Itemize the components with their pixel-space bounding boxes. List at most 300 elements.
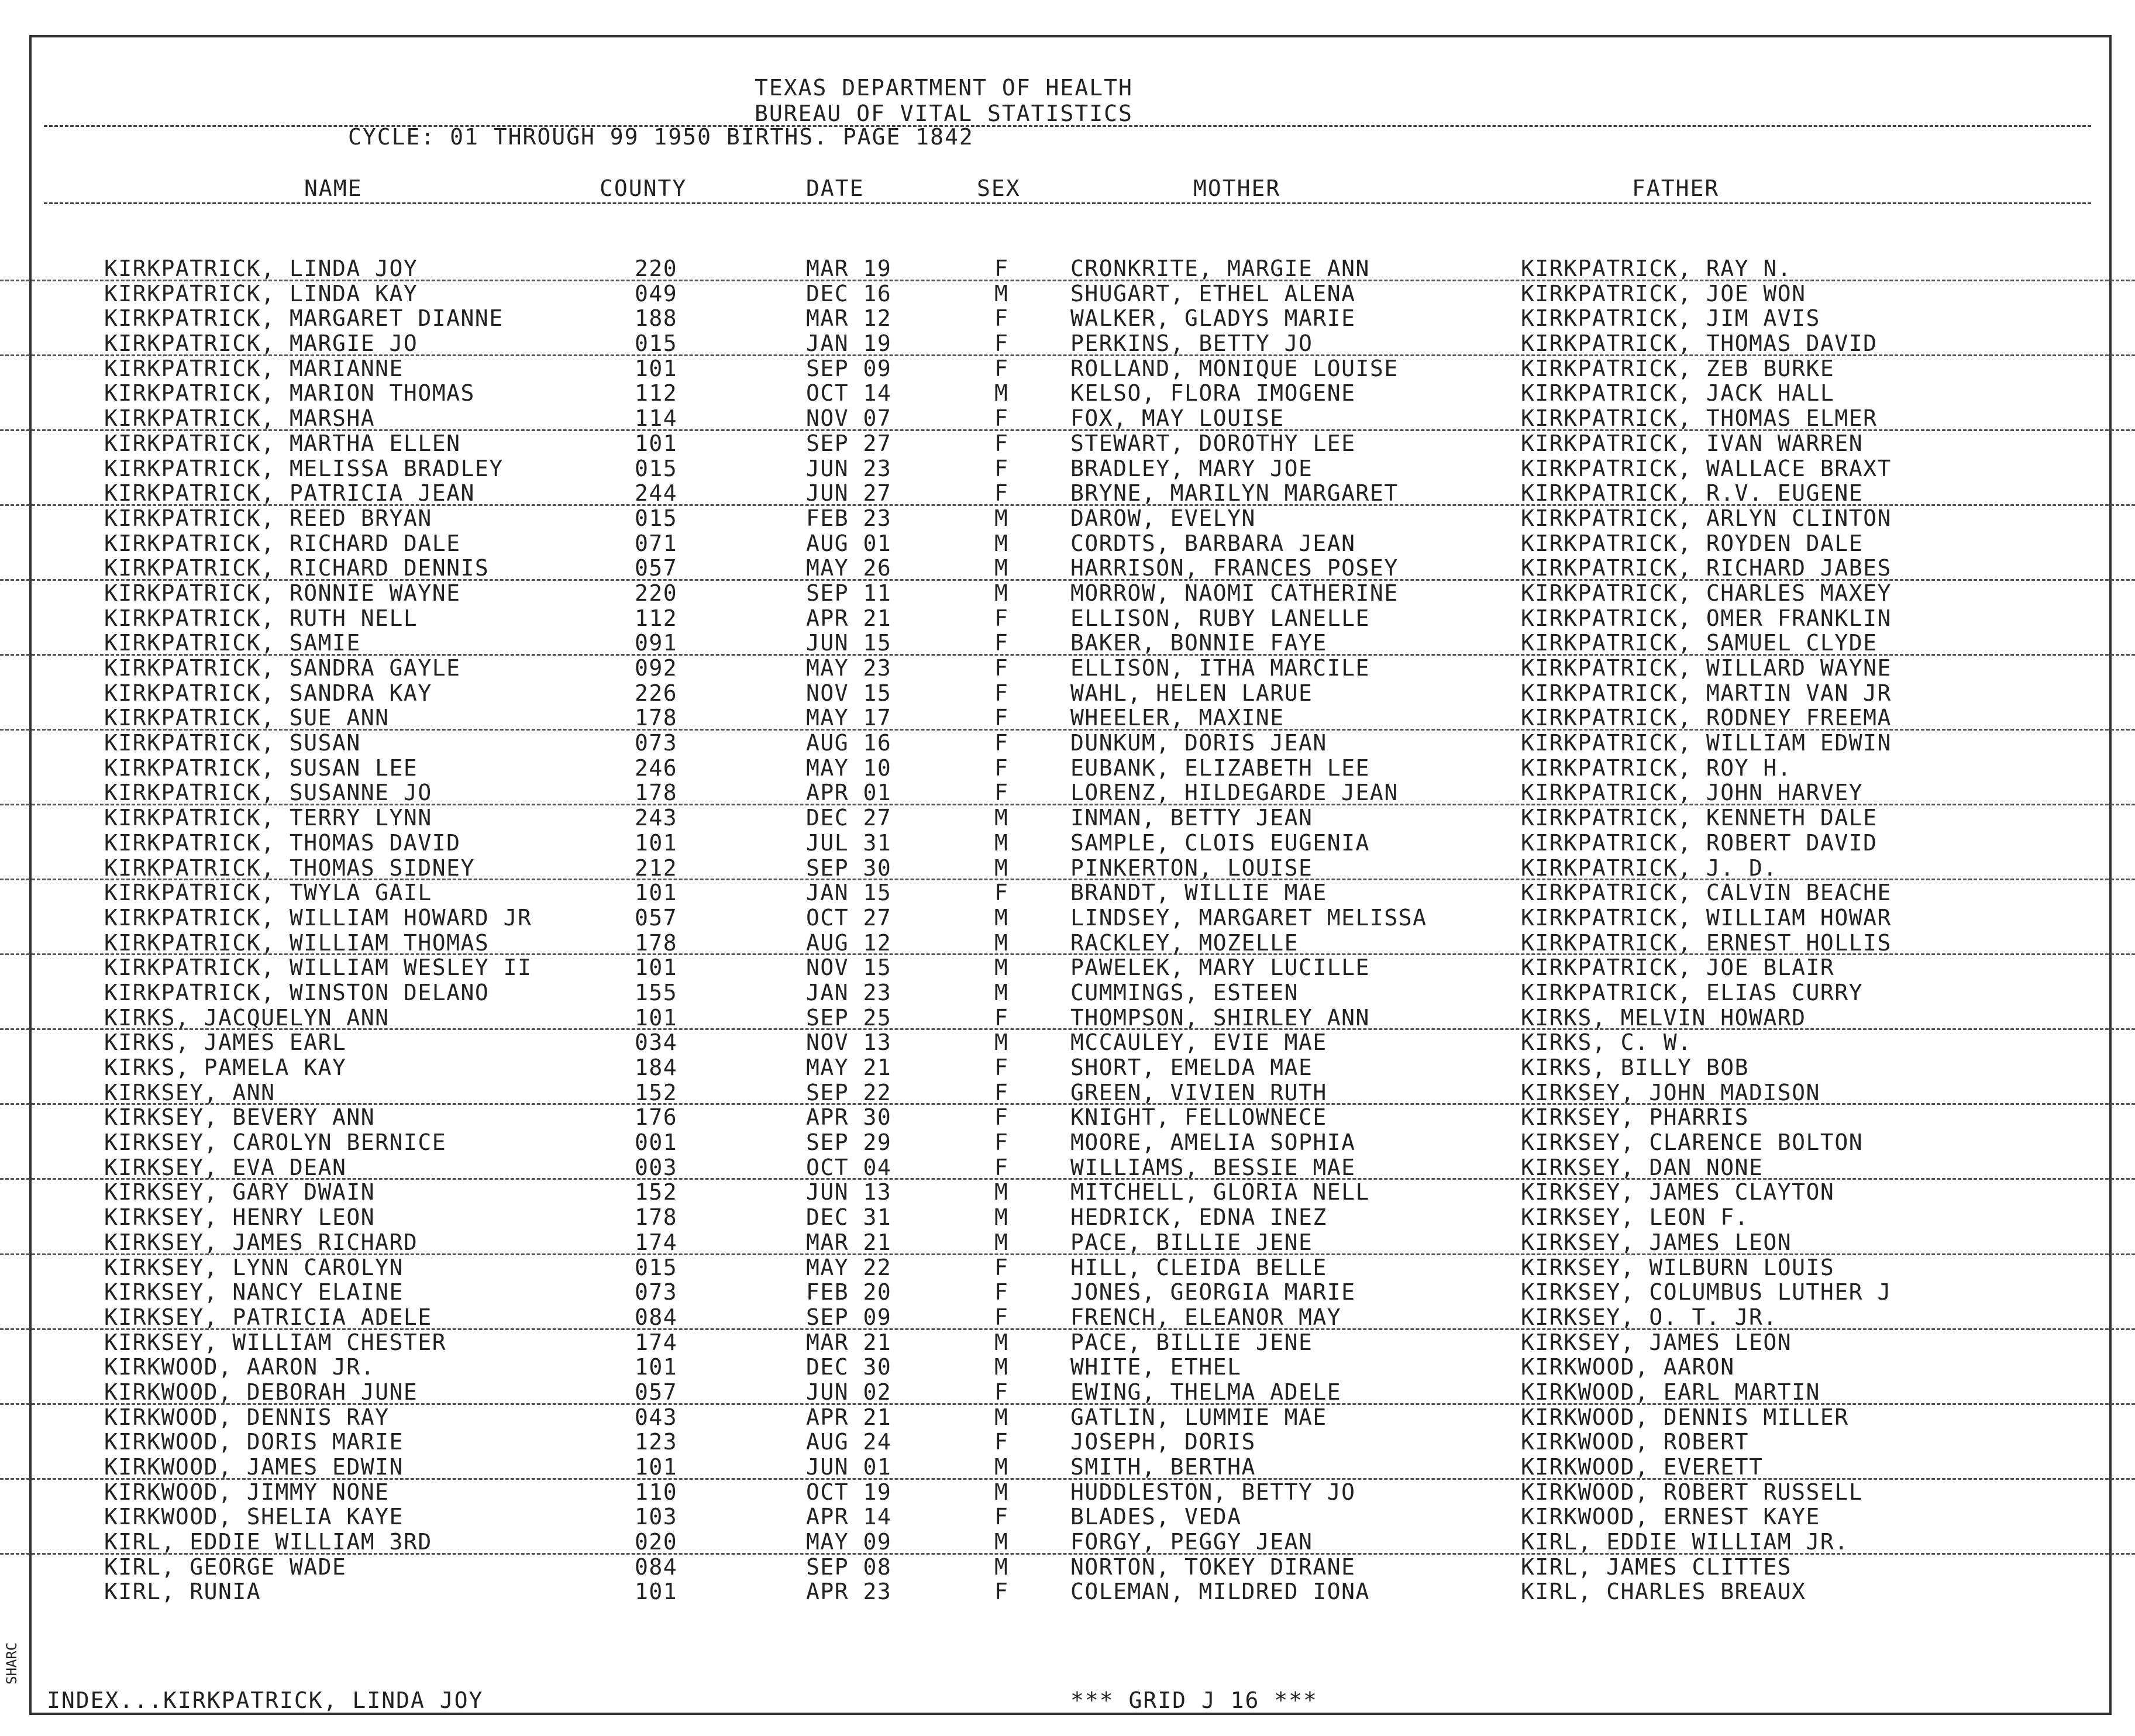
cell-sex: M xyxy=(994,580,1009,606)
table-row xyxy=(0,856,2135,881)
cell-father: KIRKSEY, O. T. JR. xyxy=(1521,1304,1778,1330)
cell-date: OCT 04 xyxy=(806,1154,892,1180)
cell-father: KIRKPATRICK, RAY N. xyxy=(1521,256,1792,281)
cell-county: 174 xyxy=(635,1329,678,1355)
cell-mother: PINKERTON, LOUISE xyxy=(1070,855,1313,881)
cell-date: APR 30 xyxy=(806,1104,892,1131)
cell-county: 084 xyxy=(635,1304,678,1330)
cell-sex: F xyxy=(994,430,1009,456)
cell-name: KIRKSEY, EVA DEAN xyxy=(104,1154,347,1180)
cell-name: KIRKSEY, PATRICIA ADELE xyxy=(104,1304,432,1330)
cell-father: KIRKPATRICK, JOE WON xyxy=(1521,280,1806,306)
cell-name: KIRKPATRICK, RUTH NELL xyxy=(104,605,418,631)
cell-date: OCT 14 xyxy=(806,380,892,407)
table-row xyxy=(0,1205,2135,1230)
cell-name: KIRKPATRICK, THOMAS SIDNEY xyxy=(104,855,475,881)
cell-name: KIRKSEY, GARY DWAIN xyxy=(104,1179,376,1205)
cell-county: 155 xyxy=(635,979,678,1005)
cell-name: KIRKSEY, BEVERY ANN xyxy=(104,1104,376,1131)
cell-sex: F xyxy=(994,1129,1009,1156)
cell-mother: THOMPSON, SHIRLEY ANN xyxy=(1070,1004,1370,1031)
cell-county: 015 xyxy=(635,1254,678,1280)
table-row xyxy=(0,1405,2135,1430)
cell-mother: INMAN, BETTY JEAN xyxy=(1070,805,1313,831)
cell-name: KIRKSEY, HENRY LEON xyxy=(104,1204,376,1231)
cell-sex: F xyxy=(994,1154,1009,1180)
cell-name: KIRKWOOD, AARON JR. xyxy=(104,1354,376,1380)
cell-sex: M xyxy=(994,929,1009,956)
table-row xyxy=(0,905,2135,931)
cell-county: 112 xyxy=(635,380,678,407)
cell-date: MAY 10 xyxy=(806,755,892,781)
cell-date: MAY 23 xyxy=(806,655,892,681)
cell-sex: F xyxy=(994,705,1009,731)
cell-date: JUL 31 xyxy=(806,829,892,856)
table-row xyxy=(0,531,2135,556)
cell-sex: F xyxy=(994,1079,1009,1105)
cell-father: KIRKSEY, PHARRIS xyxy=(1521,1104,1750,1131)
cell-name: KIRKSEY, JAMES RICHARD xyxy=(104,1229,418,1255)
cell-date: MAR 19 xyxy=(806,256,892,281)
table-row xyxy=(0,1080,2135,1105)
table-row xyxy=(0,306,2135,331)
cell-date: MAY 21 xyxy=(806,1055,892,1080)
cell-county: 176 xyxy=(635,1104,678,1131)
cell-name: KIRKPATRICK, WILLIAM WESLEY II xyxy=(104,955,532,981)
cell-mother: DAROW, EVELYN xyxy=(1070,505,1256,531)
cell-date: NOV 15 xyxy=(806,680,892,706)
cell-county: 073 xyxy=(635,730,678,756)
cell-father: KIRKPATRICK, KENNETH DALE xyxy=(1521,805,1878,831)
table-row xyxy=(0,1130,2135,1155)
cell-father: KIRKPATRICK, IVAN WARREN xyxy=(1521,430,1864,456)
cell-name: KIRKPATRICK, RONNIE WAYNE xyxy=(104,580,461,606)
cell-father: KIRKSEY, JOHN MADISON xyxy=(1521,1079,1820,1105)
cell-name: KIRKSEY, WILLIAM CHESTER xyxy=(104,1329,447,1355)
cell-sex: M xyxy=(994,855,1009,881)
cell-mother: HARRISON, FRANCES POSEY xyxy=(1070,555,1399,581)
cell-date: JUN 15 xyxy=(806,630,892,656)
cell-date: DEC 16 xyxy=(806,280,892,306)
cell-name: KIRKPATRICK, WILLIAM HOWARD JR xyxy=(104,904,532,931)
cell-name: KIRKS, JAMES EARL xyxy=(104,1029,347,1056)
cell-county: 123 xyxy=(635,1429,678,1455)
cell-father: KIRKSEY, WILBURN LOUIS xyxy=(1521,1254,1835,1280)
cell-mother: CUMMINGS, ESTEEN xyxy=(1070,979,1299,1005)
table-row xyxy=(0,1355,2135,1380)
cell-father: KIRKPATRICK, JACK HALL xyxy=(1521,380,1835,407)
cell-mother: STEWART, DOROTHY LEE xyxy=(1070,430,1356,456)
cell-mother: ELLISON, RUBY LANELLE xyxy=(1070,605,1370,631)
cell-sex: F xyxy=(994,480,1009,507)
cell-father: KIRKSEY, COLUMBUS LUTHER J xyxy=(1521,1279,1892,1306)
cell-date: NOV 15 xyxy=(806,955,892,981)
cell-name: KIRKWOOD, JIMMY NONE xyxy=(104,1479,390,1505)
cell-date: AUG 12 xyxy=(806,929,892,956)
cell-county: 184 xyxy=(635,1055,678,1080)
cell-date: FEB 23 xyxy=(806,505,892,531)
cell-father: KIRKPATRICK, CALVIN BEACHE xyxy=(1521,880,1892,906)
cell-sex: F xyxy=(994,680,1009,706)
cell-father: KIRKWOOD, EVERETT xyxy=(1521,1454,1764,1480)
cell-father: KIRKWOOD, EARL MARTIN xyxy=(1521,1379,1820,1405)
cycle-line: CYCLE: 01 THROUGH 99 1950 BIRTHS. PAGE 1842 xyxy=(348,124,974,150)
cell-father: KIRKPATRICK, ZEB BURKE xyxy=(1521,355,1835,381)
cell-date: MAY 26 xyxy=(806,555,892,581)
cell-father: KIRKPATRICK, R.V. EUGENE xyxy=(1521,480,1864,507)
cell-sex: F xyxy=(994,1379,1009,1405)
cell-date: MAY 22 xyxy=(806,1254,892,1280)
cell-father: KIRKPATRICK, JIM AVIS xyxy=(1521,305,1820,332)
cell-father: KIRKPATRICK, ROBERT DAVID xyxy=(1521,829,1878,856)
cell-mother: BRYNE, MARILYN MARGARET xyxy=(1070,480,1399,507)
cell-father: KIRKS, BILLY BOB xyxy=(1521,1055,1750,1080)
cell-date: MAR 12 xyxy=(806,305,892,332)
cell-mother: HILL, CLEIDA BELLE xyxy=(1070,1254,1327,1280)
cell-mother: NORTON, TOKEY DIRANE xyxy=(1070,1554,1356,1580)
cell-father: KIRKS, C. W. xyxy=(1521,1029,1692,1056)
cell-sex: F xyxy=(994,1429,1009,1455)
cell-county: 015 xyxy=(635,455,678,481)
table-row xyxy=(0,356,2135,381)
column-header-mother: MOTHER xyxy=(1193,175,1281,201)
cell-county: 112 xyxy=(635,605,678,631)
cell-date: SEP 25 xyxy=(806,1004,892,1031)
cell-county: 243 xyxy=(635,805,678,831)
cell-name: KIRL, RUNIA xyxy=(104,1579,261,1605)
cell-county: 015 xyxy=(635,330,678,357)
cell-county: 043 xyxy=(635,1404,678,1430)
cell-mother: MORROW, NAOMI CATHERINE xyxy=(1070,580,1399,606)
cell-name: KIRKSEY, CAROLYN BERNICE xyxy=(104,1129,447,1156)
column-header-date: DATE xyxy=(806,175,865,201)
cell-sex: M xyxy=(994,555,1009,581)
cell-mother: RACKLEY, MOZELLE xyxy=(1070,929,1299,956)
cell-mother: SMITH, BERTHA xyxy=(1070,1454,1256,1480)
cell-sex: F xyxy=(994,1304,1009,1330)
cell-sex: M xyxy=(994,979,1009,1005)
cell-sex: M xyxy=(994,1354,1009,1380)
cell-date: SEP 30 xyxy=(806,855,892,881)
table-row xyxy=(0,481,2135,506)
cell-mother: SHUGART, ETHEL ALENA xyxy=(1070,280,1356,306)
cell-county: 226 xyxy=(635,680,678,706)
cell-sex: M xyxy=(994,805,1009,831)
cell-mother: KELSO, FLORA IMOGENE xyxy=(1070,380,1356,407)
cell-mother: PACE, BILLIE JENE xyxy=(1070,1329,1313,1355)
cell-father: KIRKSEY, CLARENCE BOLTON xyxy=(1521,1129,1864,1156)
cell-mother: EUBANK, ELIZABETH LEE xyxy=(1070,755,1370,781)
cell-county: 034 xyxy=(635,1029,678,1056)
cell-mother: HEDRICK, EDNA INEZ xyxy=(1070,1204,1327,1231)
cell-mother: ROLLAND, MONIQUE LOUISE xyxy=(1070,355,1399,381)
cell-father: KIRKPATRICK, RICHARD JABES xyxy=(1521,555,1892,581)
cell-county: 003 xyxy=(635,1154,678,1180)
cell-county: 101 xyxy=(635,829,678,856)
cell-father: KIRKPATRICK, ERNEST HOLLIS xyxy=(1521,929,1892,956)
cell-father: KIRL, EDDIE WILLIAM JR. xyxy=(1521,1529,1849,1555)
cell-father: KIRKWOOD, AARON xyxy=(1521,1354,1735,1380)
table-row xyxy=(0,431,2135,456)
table-row xyxy=(0,1155,2135,1180)
cell-name: KIRKPATRICK, SUE ANN xyxy=(104,705,390,731)
cell-mother: MITCHELL, GLORIA NELL xyxy=(1070,1179,1370,1205)
cell-name: KIRKWOOD, JAMES EDWIN xyxy=(104,1454,404,1480)
table-row xyxy=(0,506,2135,531)
cell-father: KIRKSEY, JAMES LEON xyxy=(1521,1329,1792,1355)
table-row xyxy=(0,1230,2135,1255)
cell-sex: F xyxy=(994,730,1009,756)
cell-father: KIRKPATRICK, THOMAS DAVID xyxy=(1521,330,1878,357)
cell-county: 057 xyxy=(635,555,678,581)
cell-name: KIRKWOOD, DEBORAH JUNE xyxy=(104,1379,418,1405)
cell-mother: GREEN, VIVIEN RUTH xyxy=(1070,1079,1327,1105)
cell-county: 101 xyxy=(635,1579,678,1605)
table-row xyxy=(0,406,2135,431)
cell-date: JAN 19 xyxy=(806,330,892,357)
cell-father: KIRKWOOD, ROBERT RUSSELL xyxy=(1521,1479,1864,1505)
cell-father: KIRKPATRICK, THOMAS ELMER xyxy=(1521,405,1878,432)
cell-mother: GATLIN, LUMMIE MAE xyxy=(1070,1404,1327,1430)
cell-sex: F xyxy=(994,630,1009,656)
cell-mother: EWING, THELMA ADELE xyxy=(1070,1379,1342,1405)
table-row xyxy=(0,1180,2135,1205)
cell-name: KIRKPATRICK, LINDA KAY xyxy=(104,280,418,306)
cell-date: OCT 27 xyxy=(806,904,892,931)
cell-sex: M xyxy=(994,1029,1009,1056)
table-row xyxy=(0,731,2135,756)
cell-name: KIRKPATRICK, MARTHA ELLEN xyxy=(104,430,461,456)
cell-sex: F xyxy=(994,880,1009,906)
table-row xyxy=(0,1105,2135,1130)
cell-mother: CRONKRITE, MARGIE ANN xyxy=(1070,256,1370,281)
table-row xyxy=(0,955,2135,980)
cell-sex: F xyxy=(994,405,1009,432)
cell-sex: F xyxy=(994,355,1009,381)
cell-father: KIRKPATRICK, CHARLES MAXEY xyxy=(1521,580,1892,606)
cell-date: MAY 17 xyxy=(806,705,892,731)
table-row xyxy=(0,456,2135,481)
cell-county: 101 xyxy=(635,955,678,981)
cell-father: KIRKWOOD, DENNIS MILLER xyxy=(1521,1404,1849,1430)
cell-sex: F xyxy=(994,1004,1009,1031)
cell-father: KIRKSEY, DAN NONE xyxy=(1521,1154,1764,1180)
cell-name: KIRKSEY, LYNN CAROLYN xyxy=(104,1254,404,1280)
cell-father: KIRKPATRICK, WILLIAM EDWIN xyxy=(1521,730,1892,756)
cell-father: KIRL, JAMES CLITTES xyxy=(1521,1554,1792,1580)
cell-date: NOV 13 xyxy=(806,1029,892,1056)
cell-sex: M xyxy=(994,1404,1009,1430)
cell-mother: PAWELEK, MARY LUCILLE xyxy=(1070,955,1370,981)
cell-father: KIRKSEY, JAMES CLAYTON xyxy=(1521,1179,1835,1205)
cell-name: KIRKWOOD, SHELIA KAYE xyxy=(104,1504,404,1530)
cell-date: MAR 21 xyxy=(806,1329,892,1355)
cell-county: 101 xyxy=(635,355,678,381)
table-row xyxy=(0,656,2135,681)
cell-date: SEP 09 xyxy=(806,355,892,381)
cell-name: KIRKS, PAMELA KAY xyxy=(104,1055,347,1080)
cell-sex: F xyxy=(994,1279,1009,1306)
column-header-county: COUNTY xyxy=(600,175,687,201)
cell-county: 073 xyxy=(635,1279,678,1306)
cell-date: AUG 01 xyxy=(806,530,892,556)
cell-date: DEC 30 xyxy=(806,1354,892,1380)
cell-county: 084 xyxy=(635,1554,678,1580)
column-header-divider xyxy=(44,202,2091,204)
table-row xyxy=(0,931,2135,956)
cell-sex: F xyxy=(994,1579,1009,1605)
cell-mother: JOSEPH, DORIS xyxy=(1070,1429,1256,1455)
cell-father: KIRKS, MELVIN HOWARD xyxy=(1521,1004,1806,1031)
cell-name: KIRKPATRICK, SANDRA KAY xyxy=(104,680,432,706)
cell-name: KIRKPATRICK, PATRICIA JEAN xyxy=(104,480,475,507)
cell-sex: F xyxy=(994,1254,1009,1280)
cell-sex: F xyxy=(994,256,1009,281)
cell-date: AUG 24 xyxy=(806,1429,892,1455)
cell-name: KIRKPATRICK, SANDRA GAYLE xyxy=(104,655,461,681)
cell-father: KIRKPATRICK, ROYDEN DALE xyxy=(1521,530,1864,556)
cell-mother: SHORT, EMELDA MAE xyxy=(1070,1055,1313,1080)
cell-sex: F xyxy=(994,455,1009,481)
cell-name: KIRKPATRICK, TERRY LYNN xyxy=(104,805,432,831)
table-row xyxy=(0,256,2135,281)
cell-mother: HUDDLESTON, BETTY JO xyxy=(1070,1479,1356,1505)
cell-mother: WILLIAMS, BESSIE MAE xyxy=(1070,1154,1356,1180)
cell-county: 220 xyxy=(635,580,678,606)
table-row xyxy=(0,1579,2135,1604)
cell-name: KIRKWOOD, DENNIS RAY xyxy=(104,1404,390,1430)
table-row xyxy=(0,980,2135,1005)
cell-date: JUN 13 xyxy=(806,1179,892,1205)
cell-county: 212 xyxy=(635,855,678,881)
cell-county: 020 xyxy=(635,1529,678,1555)
cell-county: 220 xyxy=(635,256,678,281)
cell-name: KIRKPATRICK, MARIANNE xyxy=(104,355,404,381)
cell-county: 049 xyxy=(635,280,678,306)
table-row xyxy=(0,556,2135,581)
cell-name: KIRL, EDDIE WILLIAM 3RD xyxy=(104,1529,432,1555)
cell-mother: BAKER, BONNIE FAYE xyxy=(1070,630,1327,656)
cell-date: FEB 20 xyxy=(806,1279,892,1306)
cell-date: JUN 23 xyxy=(806,455,892,481)
cell-sex: M xyxy=(994,829,1009,856)
cell-sex: F xyxy=(994,305,1009,332)
table-row xyxy=(0,1330,2135,1355)
cell-mother: BRADLEY, MARY JOE xyxy=(1070,455,1313,481)
cell-mother: LORENZ, HILDEGARDE JEAN xyxy=(1070,780,1399,806)
cell-mother: COLEMAN, MILDRED IONA xyxy=(1070,1579,1370,1605)
cell-father: KIRKPATRICK, ARLYN CLINTON xyxy=(1521,505,1892,531)
cell-sex: M xyxy=(994,1204,1009,1231)
cell-name: KIRKPATRICK, WILLIAM THOMAS xyxy=(104,929,490,956)
index-footer: INDEX...KIRKPATRICK, LINDA JOY xyxy=(47,1687,484,1713)
column-header-name: NAME xyxy=(304,175,363,201)
cell-name: KIRKPATRICK, MELISSA BRADLEY xyxy=(104,455,504,481)
table-row xyxy=(0,1480,2135,1505)
cell-county: 001 xyxy=(635,1129,678,1156)
cell-father: KIRKPATRICK, ROY H. xyxy=(1521,755,1792,781)
cell-name: KIRKWOOD, DORIS MARIE xyxy=(104,1429,404,1455)
cell-date: MAY 09 xyxy=(806,1529,892,1555)
table-row xyxy=(0,331,2135,356)
table-row xyxy=(0,1555,2135,1580)
cell-name: KIRKPATRICK, SUSANNE JO xyxy=(104,780,432,806)
cell-county: 101 xyxy=(635,1354,678,1380)
cell-county: 114 xyxy=(635,405,678,432)
department-title: TEXAS DEPARTMENT OF HEALTH xyxy=(755,75,1133,101)
cell-county: 246 xyxy=(635,755,678,781)
cell-date: DEC 31 xyxy=(806,1204,892,1231)
cell-father: KIRKPATRICK, WILLIAM HOWAR xyxy=(1521,904,1892,931)
cell-date: APR 21 xyxy=(806,605,892,631)
cell-date: APR 01 xyxy=(806,780,892,806)
cell-sex: M xyxy=(994,530,1009,556)
table-row xyxy=(0,281,2135,306)
cell-county: 103 xyxy=(635,1504,678,1530)
cell-father: KIRKPATRICK, JOE BLAIR xyxy=(1521,955,1835,981)
cell-county: 178 xyxy=(635,929,678,956)
cell-date: JAN 23 xyxy=(806,979,892,1005)
cell-father: KIRKPATRICK, ELIAS CURRY xyxy=(1521,979,1864,1005)
cell-county: 152 xyxy=(635,1179,678,1205)
cell-date: SEP 27 xyxy=(806,430,892,456)
cell-mother: KNIGHT, FELLOWNECE xyxy=(1070,1104,1327,1131)
cell-sex: F xyxy=(994,605,1009,631)
cell-county: 057 xyxy=(635,1379,678,1405)
cell-sex: F xyxy=(994,780,1009,806)
column-header-sex: SEX xyxy=(977,175,1021,201)
cell-date: JUN 27 xyxy=(806,480,892,507)
cell-sex: F xyxy=(994,330,1009,357)
cell-mother: PERKINS, BETTY JO xyxy=(1070,330,1313,357)
cell-mother: MOORE, AMELIA SOPHIA xyxy=(1070,1129,1356,1156)
cell-county: 174 xyxy=(635,1229,678,1255)
cell-name: KIRKPATRICK, MARSHA xyxy=(104,405,376,432)
cell-date: APR 23 xyxy=(806,1579,892,1605)
cell-county: 091 xyxy=(635,630,678,656)
cell-name: KIRKPATRICK, MARGARET DIANNE xyxy=(104,305,504,332)
cell-name: KIRKPATRICK, SUSAN LEE xyxy=(104,755,418,781)
table-row xyxy=(0,1055,2135,1080)
cell-name: KIRL, GEORGE WADE xyxy=(104,1554,347,1580)
cell-name: KIRKPATRICK, LINDA JOY xyxy=(104,256,418,281)
cell-sex: M xyxy=(994,1179,1009,1205)
cell-mother: WHEELER, MAXINE xyxy=(1070,705,1285,731)
cell-mother: WALKER, GLADYS MARIE xyxy=(1070,305,1356,332)
cell-father: KIRKPATRICK, RODNEY FREEMA xyxy=(1521,705,1892,731)
cell-mother: SAMPLE, CLOIS EUGENIA xyxy=(1070,829,1370,856)
cell-county: 057 xyxy=(635,904,678,931)
cell-mother: BRANDT, WILLIE MAE xyxy=(1070,880,1327,906)
cell-name: KIRKPATRICK, MARGIE JO xyxy=(104,330,418,357)
cell-sex: F xyxy=(994,755,1009,781)
table-row xyxy=(0,1504,2135,1530)
cell-date: SEP 08 xyxy=(806,1554,892,1580)
cell-name: KIRKPATRICK, SAMIE xyxy=(104,630,361,656)
table-row xyxy=(0,756,2135,781)
cell-name: KIRKPATRICK, REED BRYAN xyxy=(104,505,432,531)
cell-county: 110 xyxy=(635,1479,678,1505)
cell-father: KIRKPATRICK, WILLARD WAYNE xyxy=(1521,655,1892,681)
cell-sex: F xyxy=(994,1055,1009,1080)
cell-sex: M xyxy=(994,1454,1009,1480)
cell-county: 244 xyxy=(635,480,678,507)
table-row xyxy=(0,381,2135,406)
cell-sex: M xyxy=(994,904,1009,931)
table-row xyxy=(0,1030,2135,1055)
cell-county: 101 xyxy=(635,430,678,456)
cell-father: KIRKPATRICK, JOHN HARVEY xyxy=(1521,780,1864,806)
